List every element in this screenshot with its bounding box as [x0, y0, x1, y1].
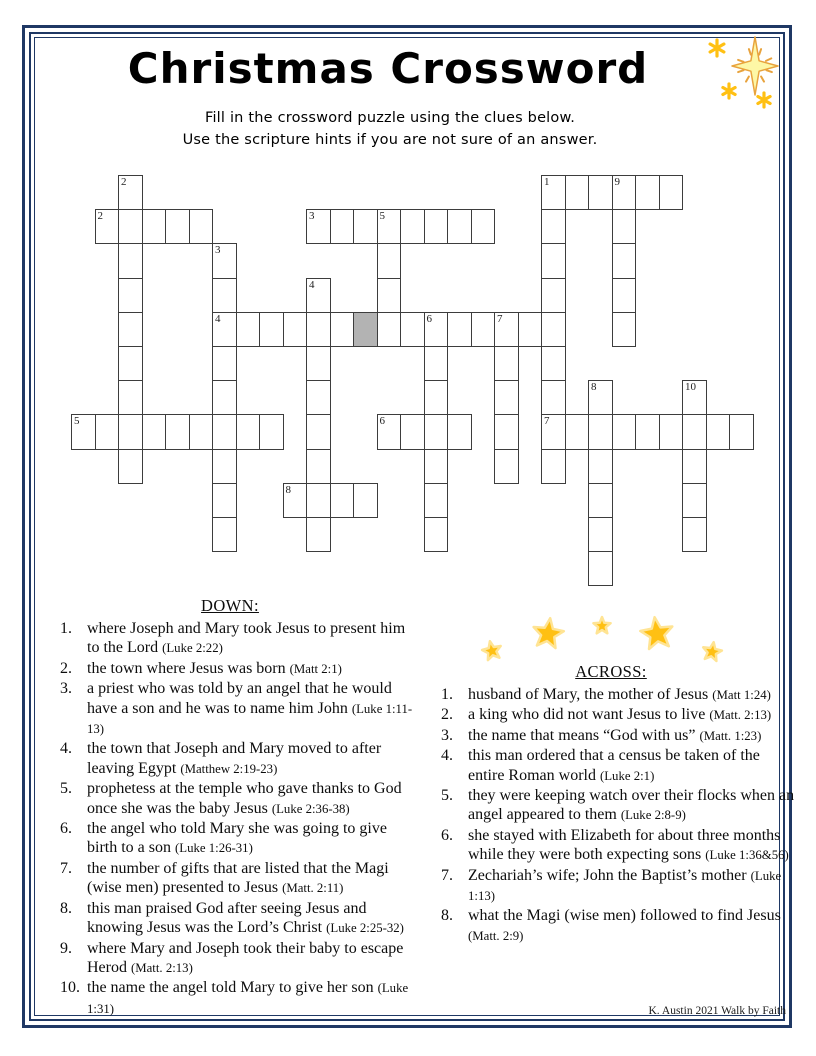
scripture-reference: (Luke 2:25-32): [326, 921, 404, 936]
clue-body: [468, 906, 800, 946]
grid-cell: [588, 551, 613, 586]
grid-cell: [330, 312, 355, 347]
clue-number: 8.: [441, 907, 453, 925]
scripture-reference: (Luke 1:13): [468, 868, 782, 904]
grid-cell: [377, 243, 402, 278]
grid-cell: [447, 414, 472, 449]
grid-cell: [118, 312, 143, 347]
grid-cell: [565, 175, 590, 210]
grid-cell: [635, 175, 660, 210]
clue-number-label: 9: [614, 176, 620, 188]
grid-cell: [471, 312, 496, 347]
clue-number-label: 3: [215, 244, 221, 257]
grid-cell: [541, 449, 566, 484]
grid-cell: [118, 243, 143, 278]
clue-item: [60, 978, 420, 1019]
grid-cell: [424, 346, 449, 381]
grid-cell: [118, 414, 143, 449]
grid-cell: [588, 483, 613, 518]
grid-cell: [541, 209, 566, 244]
grid-cell: [118, 346, 143, 381]
clue-number: 4.: [60, 740, 72, 758]
scripture-reference: (Luke 1:36&56): [705, 848, 789, 863]
clue-number-label: 2: [121, 176, 127, 188]
clue-number: 2.: [441, 706, 453, 724]
down-section: [60, 596, 420, 1019]
clue-text: the name the angel told Mary to give her son: [87, 979, 374, 997]
grid-cell: [682, 483, 707, 518]
grid-cell: [212, 414, 237, 449]
across-clue-list: [441, 685, 801, 946]
clue-number-label: 10: [685, 381, 696, 394]
asterisk-star-icon: [758, 93, 770, 107]
scripture-reference: (Matt. 2:9): [468, 928, 524, 943]
clue-body: [468, 685, 800, 705]
clue-number-label: 6: [426, 312, 432, 325]
grid-cell: [682, 414, 707, 449]
grid-cell: [212, 346, 237, 381]
clue-item: [441, 906, 801, 946]
grid-cell: [330, 209, 355, 244]
grid-cell: [306, 312, 331, 347]
grid-cell: [283, 483, 308, 518]
grid-cell: [306, 449, 331, 484]
clue-text: the number of gifts that are listed that the Magi (wise men) presented to Jesus: [87, 859, 389, 897]
clue-number: 10.: [60, 979, 80, 997]
grid-cell: [377, 278, 402, 313]
grid-cell: [236, 414, 261, 449]
clue-number: 5.: [441, 787, 453, 805]
grid-cell: [306, 209, 331, 244]
clue-item: [60, 739, 420, 779]
across-section: [441, 662, 801, 946]
scripture-reference: (Matt. 2:13): [709, 708, 772, 723]
grid-cell: [189, 209, 214, 244]
clue-item: [60, 939, 420, 979]
grid-cell: [212, 312, 237, 347]
grid-cell: [306, 278, 331, 313]
clue-number-label: 6: [379, 415, 385, 428]
clue-text: the angel who told Mary she was going to give birth to a son: [87, 820, 387, 857]
grid-cell: [330, 483, 355, 518]
grid-cell: [424, 312, 449, 347]
clue-number: 4.: [441, 747, 453, 765]
clue-item: [441, 826, 801, 866]
grid-cell: [118, 209, 143, 244]
clue-number: 3.: [60, 680, 72, 698]
clue-number-label: 5: [74, 415, 80, 428]
clue-item: [441, 746, 801, 786]
clue-number: 2.: [60, 659, 72, 677]
clue-body: [468, 866, 800, 907]
scripture-reference: (Luke 1:11-13): [87, 701, 413, 737]
clue-body: [468, 826, 800, 866]
grid-cell: [494, 312, 519, 347]
clue-number-label: 8: [591, 381, 597, 394]
grid-cell: [212, 380, 237, 415]
grid-cell: [612, 209, 637, 244]
grid-cell: [635, 414, 660, 449]
clue-text: the town where Jesus was born: [87, 659, 286, 677]
across-heading: ACROSS:: [575, 662, 647, 681]
grid-cell: [494, 346, 519, 381]
grid-cell: [541, 346, 566, 381]
grid-cell: [259, 414, 284, 449]
scripture-reference: (Luke 1:26-31): [175, 841, 253, 856]
grid-cell: [612, 312, 637, 347]
grid-cell: [189, 414, 214, 449]
grid-cell: [306, 517, 331, 552]
star-icon: [640, 617, 672, 649]
clue-item: [60, 659, 420, 679]
grid-cell: [612, 243, 637, 278]
clue-body: [87, 779, 419, 819]
grid-cell: [494, 380, 519, 415]
subtitle-line-1: Fill in the crossword puzzle using the clues below.: [204, 110, 576, 126]
clue-number: 7.: [60, 859, 72, 877]
clue-number: 9.: [60, 939, 72, 957]
clue-body: [87, 819, 419, 859]
grid-cell: [682, 449, 707, 484]
grid-cell: [541, 175, 566, 210]
clue-item: [441, 685, 801, 705]
scripture-reference: (Luke 1:31): [87, 981, 409, 1016]
grid-cell: [377, 312, 402, 347]
clue-text: this man praised God after seeing Jesus and knowing Jesus was the Lord’s Christ: [87, 899, 367, 937]
grid-cell: [588, 517, 613, 552]
clue-number-label: 2: [97, 210, 103, 223]
grid-cell: [306, 380, 331, 415]
clue-item: [441, 786, 801, 826]
clue-text: a priest who was told by an angel that he would have a son and he was to name him John: [87, 680, 392, 717]
grid-cell: [424, 414, 449, 449]
grid-cell: [165, 414, 190, 449]
clue-text: she stayed with Elizabeth for about three months while they were both expecting sons: [468, 826, 781, 864]
grid-cell-shaded: [353, 312, 378, 347]
grid-cell: [118, 175, 143, 210]
grid-cell: [377, 414, 402, 449]
clue-body: [87, 939, 419, 979]
clue-number-label: 4: [309, 278, 315, 291]
grid-cell: [424, 449, 449, 484]
page-title: Christmas Crossword: [127, 44, 649, 93]
down-heading: DOWN:: [201, 596, 259, 615]
star-icon: [534, 618, 564, 648]
grid-cell: [588, 449, 613, 484]
grid-cell: [518, 312, 543, 347]
grid-cell: [659, 414, 684, 449]
clue-body: [468, 726, 800, 746]
grid-cell: [424, 483, 449, 518]
grid-cell: [71, 414, 96, 449]
scripture-reference: (Luke 2:36-38): [271, 801, 350, 816]
grid-cell: [259, 312, 284, 347]
clue-body: [87, 739, 419, 779]
grid-cell: [118, 380, 143, 415]
grid-cell: [400, 414, 425, 449]
grid-cell: [212, 278, 237, 313]
clue-text: the town that Joseph and Mary moved to after leaving Egypt: [87, 740, 382, 777]
scripture-reference: (Matt 2:1): [289, 661, 342, 676]
clue-item: [60, 899, 420, 939]
clue-number-label: 7: [544, 415, 550, 428]
scripture-reference: (Luke 2:8-9): [620, 808, 686, 823]
clue-text: where Mary and Joseph took their baby to escape Herod: [87, 939, 404, 976]
clue-number: 1.: [60, 620, 72, 637]
clue-number: 6.: [60, 820, 72, 838]
clue-number: 5.: [60, 780, 72, 798]
clue-number: 8.: [60, 899, 72, 917]
clue-number: 1.: [441, 686, 453, 703]
grid-cell: [565, 414, 590, 449]
grid-cell: [682, 517, 707, 552]
grid-cell: [377, 209, 402, 244]
star-icon: [482, 641, 501, 660]
subtitle-line-2: Use the scripture hints if you are not sure of an answer.: [182, 132, 598, 148]
grid-cell: [424, 380, 449, 415]
grid-cell: [142, 209, 167, 244]
attribution: K. Austin 2021 Walk by Faith: [648, 1005, 786, 1017]
grid-cell: [353, 209, 378, 244]
clue-body: [468, 746, 800, 786]
down-clue-list: [60, 619, 420, 1019]
grid-cell: [424, 517, 449, 552]
clue-text: the name that means “God with us”: [468, 726, 696, 744]
clue-text: prophetess at the temple who gave thanks to God once she was the baby Jesus: [87, 780, 402, 817]
clue-body: [87, 899, 419, 939]
grid-cell: [142, 414, 167, 449]
clue-text: what the Magi (wise men) followed to find Jesus: [468, 907, 781, 925]
clue-body: [87, 859, 419, 899]
grid-cell: [212, 243, 237, 278]
clue-body: [87, 679, 419, 739]
grid-cell: [212, 449, 237, 484]
scripture-reference: (Matt. 2:13): [130, 960, 193, 975]
grid-cell: [588, 175, 613, 210]
grid-cell: [541, 380, 566, 415]
scripture-reference: (Matthew 2:19-23): [180, 761, 278, 776]
grid-cell: [95, 209, 120, 244]
clue-text: where Joseph and Mary took Jesus to present him to the Lord: [87, 620, 406, 657]
grid-cell: [612, 278, 637, 313]
scripture-reference: (Matt. 1:23): [699, 728, 762, 743]
grid-cell: [541, 414, 566, 449]
grid-cell: [612, 414, 637, 449]
star-icon: [593, 617, 610, 633]
clue-item: [441, 705, 801, 725]
grid-cell: [729, 414, 754, 449]
grid-cell: [236, 312, 261, 347]
clue-number-label: 3: [309, 210, 315, 223]
grid-cell: [306, 483, 331, 518]
clue-item: [441, 726, 801, 746]
scripture-reference: (Matt 1:24): [712, 688, 771, 702]
grid-cell: [400, 312, 425, 347]
clue-item: [441, 866, 801, 907]
clue-item: [60, 779, 420, 819]
grid-cell: [494, 414, 519, 449]
grid-cell: [541, 278, 566, 313]
grid-cell: [306, 414, 331, 449]
grid-cell: [588, 414, 613, 449]
grid-cell: [353, 483, 378, 518]
clue-text: a king who did not want Jesus to live: [468, 706, 706, 724]
grid-cell: [118, 449, 143, 484]
clue-item: [60, 819, 420, 859]
clue-number: 3.: [441, 726, 453, 744]
clue-number-label: 7: [497, 312, 503, 325]
grid-cell: [541, 243, 566, 278]
grid-cell: [541, 312, 566, 347]
grid-cell: [95, 414, 120, 449]
clue-text: this man ordered that a census be taken of the entire Roman world: [468, 747, 760, 784]
grid-cell: [588, 380, 613, 415]
grid-cell: [424, 209, 449, 244]
clue-text: they were keeping watch over their flocks when an angel appeared to them: [468, 787, 795, 824]
grid-cell: [494, 449, 519, 484]
scripture-reference: (Matt. 2:11): [282, 881, 344, 896]
grid-cell: [283, 312, 308, 347]
clue-text: Zechariah’s wife; John the Baptist’s mother: [468, 866, 747, 884]
clue-number-label: 5: [379, 210, 385, 223]
clue-item: [60, 679, 420, 739]
grid-cell: [212, 483, 237, 518]
grid-cell: [212, 517, 237, 552]
grid-cell: [471, 209, 496, 244]
clue-body: [87, 978, 419, 1019]
grid-cell: [659, 175, 684, 210]
clue-body: [468, 786, 800, 826]
clue-text: husband of Mary, the mother of Jesus: [468, 686, 709, 703]
grid-cell: [682, 380, 707, 415]
grid-cell: [612, 175, 637, 210]
grid-cell: [447, 209, 472, 244]
clue-body: [87, 619, 419, 659]
clue-number: 7.: [441, 866, 453, 884]
clue-number-label: 4: [215, 312, 221, 325]
grid-cell: [447, 312, 472, 347]
clue-body: [87, 659, 419, 679]
star-icon: [703, 642, 722, 661]
clue-body: [468, 705, 800, 725]
clue-number: 6.: [441, 826, 453, 844]
grid-cell: [400, 209, 425, 244]
scripture-reference: (Luke 2:1): [599, 768, 655, 783]
clue-item: [60, 619, 420, 659]
grid-cell: [306, 346, 331, 381]
scripture-reference: (Luke 2:22): [162, 641, 223, 656]
grid-cell: [118, 278, 143, 313]
grid-cell: [706, 414, 731, 449]
grid-cell: [165, 209, 190, 244]
clue-number-label: 1: [544, 176, 550, 188]
clue-item: [60, 859, 420, 899]
clue-number-label: 8: [285, 483, 291, 496]
